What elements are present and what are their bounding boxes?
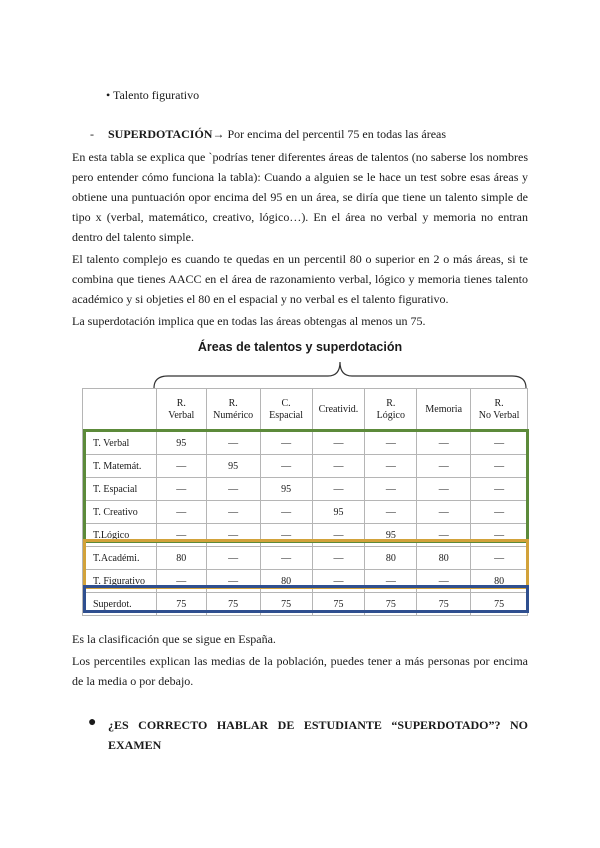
column-header-c-espacial: [260, 389, 312, 432]
table-cell: 75: [206, 593, 260, 616]
table-cell: 75: [312, 593, 365, 616]
table-cell: 75: [260, 593, 312, 616]
table-cell: 75: [365, 593, 417, 616]
paragraph-line-1: En esta tabla se explica que `podrías tener diferentes áreas de talentos (no saberse los nombres: [72, 150, 528, 164]
table-cell: —: [417, 570, 471, 593]
table-cell: —: [365, 501, 417, 524]
table-cell: —: [206, 432, 260, 455]
header-empty-cell: [83, 389, 157, 432]
table-cell: —: [260, 524, 312, 547]
column-header-text: No Verbal: [478, 410, 520, 421]
table-cell: —: [365, 432, 417, 455]
question-line-1: ¿ES CORRECTO HABLAR DE ESTUDIANTE “SUPERDOTADO”? NO: [108, 718, 528, 732]
table-cell: —: [206, 570, 260, 593]
table-cell: 80: [365, 547, 417, 570]
paragraph-line-6: El talento complejo es cuando te quedas en un percentil 80 o superior en 2 o más áreas, si te: [72, 252, 528, 266]
table-cell: —: [471, 501, 528, 524]
column-header-r-no-verbal: [471, 389, 528, 432]
paragraph-line-8: académico y si objeties el 80 en el espacial y no verbal es el talento figurativo.: [72, 292, 449, 306]
table-cell: —: [471, 432, 528, 455]
column-header-text: R.: [228, 398, 238, 409]
table-cell: —: [365, 570, 417, 593]
row-label: T. Verbal: [83, 432, 157, 455]
column-header-creatividad: [312, 389, 365, 432]
table-cell: —: [417, 501, 471, 524]
table-row: [83, 432, 528, 455]
table-cell: —: [365, 478, 417, 501]
table-cell: —: [312, 478, 365, 501]
column-header-text: Numérico: [213, 410, 254, 421]
table-cell: 80: [156, 547, 206, 570]
paragraph-line-3: obtiene una puntuación opor encima del 95 en un área, se diría que tiene un talento simple de: [72, 190, 528, 204]
table-cell: —: [156, 501, 206, 524]
table-cell: —: [312, 547, 365, 570]
column-header-text: C.: [281, 398, 291, 409]
table-cell: —: [417, 524, 471, 547]
table-cell: —: [471, 547, 528, 570]
question-line-2: EXAMEN: [108, 738, 162, 752]
table-cell: —: [156, 478, 206, 501]
section-heading-description: → Por encima del percentil 75 en todas las áreas: [212, 127, 447, 141]
column-header-text: Memoria: [425, 404, 463, 415]
question-bullet-icon: ●: [88, 715, 97, 730]
paragraph-line-5: dentro del talento simple.: [72, 230, 194, 244]
after-table-line-1: Es la clasificación que se sigue en España.: [72, 632, 276, 646]
column-header-text: R.: [176, 398, 186, 409]
table-cell: —: [206, 547, 260, 570]
table-cell: 95: [206, 455, 260, 478]
table-cell: —: [312, 455, 365, 478]
table-cell: —: [206, 501, 260, 524]
row-label: T.Académi.: [83, 547, 157, 570]
paragraph-line-7: combina que tienes AACC en el área de razonamiento verbal, lógico y memoria tienes talento: [72, 272, 528, 286]
table-cell: 80: [260, 570, 312, 593]
table-row: [83, 593, 528, 616]
column-header-memoria: [417, 389, 471, 432]
bullet-item-talento-figurativo: • Talento figurativo: [106, 88, 200, 102]
column-header-text: Verbal: [168, 410, 195, 421]
section-heading: SUPERDOTACIÓN: [108, 127, 213, 141]
paragraph-line-9: La superdotación implica que en todas las áreas obtengas al menos un 75.: [72, 314, 426, 328]
table-cell: —: [471, 478, 528, 501]
table-cell: —: [471, 524, 528, 547]
table-cell: 75: [156, 593, 206, 616]
table-cell: —: [206, 524, 260, 547]
column-header-text: Lógico: [376, 410, 405, 421]
table-cell: 75: [471, 593, 528, 616]
column-header-text: R.: [494, 398, 504, 409]
row-label: Superdot.: [83, 593, 157, 616]
table-cell: —: [312, 570, 365, 593]
table-cell: —: [156, 524, 206, 547]
row-label: T. Figurativo: [83, 570, 157, 593]
row-label: T. Espacial: [83, 478, 157, 501]
table-header-row: [83, 389, 528, 432]
paragraph-line-2: pero entender cómo funciona la tabla): Cuando a alguien se le hace un test sobre esas áreas y: [72, 170, 528, 184]
table-cell: 75: [417, 593, 471, 616]
table-cell: —: [417, 455, 471, 478]
table-cell: 80: [471, 570, 528, 593]
column-header-text: Creativid.: [318, 404, 359, 415]
table-row: [83, 547, 528, 570]
table-cell: —: [156, 570, 206, 593]
table-cell: —: [417, 478, 471, 501]
table-row: [83, 455, 528, 478]
row-label: T.Lógico: [83, 524, 157, 547]
table-cell: —: [365, 455, 417, 478]
table-cell: 95: [312, 501, 365, 524]
after-table-line-3: de la media o por debajo.: [72, 674, 194, 688]
table-cell: —: [260, 432, 312, 455]
brace-graphic: [150, 356, 530, 390]
row-label: T. Creativo: [83, 501, 157, 524]
table-body: [83, 432, 528, 616]
table-cell: —: [471, 455, 528, 478]
table-title: Áreas de talentos y superdotación: [197, 340, 403, 354]
table-cell: —: [312, 524, 365, 547]
table-cell: —: [417, 432, 471, 455]
section-heading-line: [108, 125, 446, 143]
section-dash: -: [90, 127, 94, 141]
after-table-line-2: Los percentiles explican las medias de la población, puedes tener a más personas por encima: [72, 654, 528, 668]
table-row: [83, 524, 528, 547]
column-header-r-verbal: [156, 389, 206, 432]
table-cell: —: [260, 501, 312, 524]
column-header-text: R.: [386, 398, 396, 409]
column-header-r-numerico: [206, 389, 260, 432]
table-cell: —: [260, 455, 312, 478]
table-row: [83, 478, 528, 501]
table-row: [83, 570, 528, 593]
talents-table: [82, 388, 528, 616]
table-cell: 80: [417, 547, 471, 570]
table-cell: 95: [365, 524, 417, 547]
table-cell: —: [156, 455, 206, 478]
table-cell: —: [260, 547, 312, 570]
table-cell: —: [206, 478, 260, 501]
table-cell: 95: [260, 478, 312, 501]
row-label: T. Matemát.: [83, 455, 157, 478]
column-header-text: Espacial: [269, 410, 303, 421]
table-cell: 95: [156, 432, 206, 455]
table-cell: —: [312, 432, 365, 455]
column-header-r-logico: [365, 389, 417, 432]
paragraph-line-4: tipo x (verbal, matemático, creativo, lógico…). En el área no verbal y memoria no entran: [72, 210, 528, 224]
table-row: [83, 501, 528, 524]
